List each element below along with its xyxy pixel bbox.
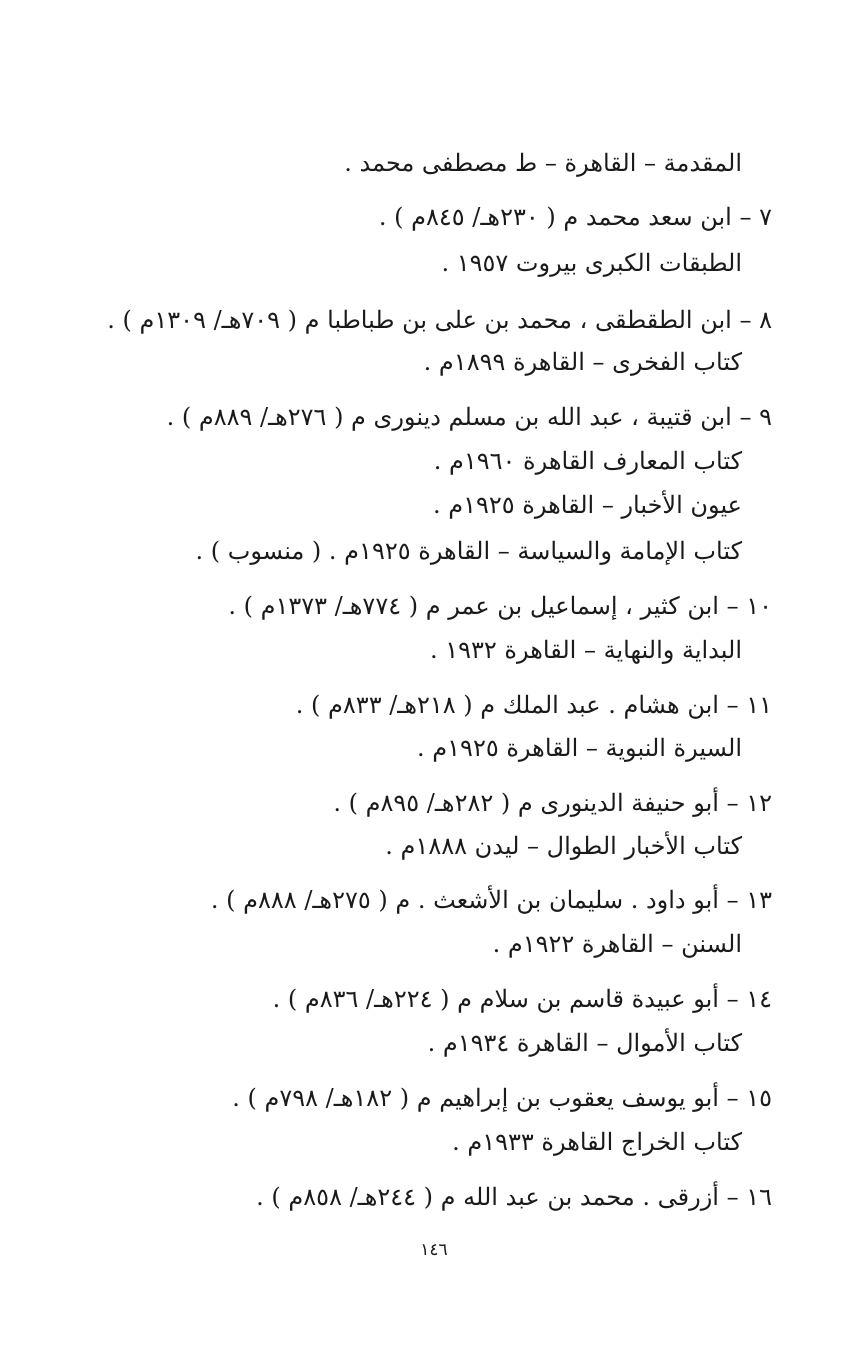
- reference-line: كتاب الأموال – القاهرة ١٩٣٤م .: [427, 1029, 742, 1057]
- reference-entry-16: ١٦ – أزرقى . محمد بن عبد الله م ( ٢٤٤هـ/ ٨٥٨م ) .: [256, 1183, 772, 1211]
- reference-entry-7: ٧ – ابن سعد محمد م ( ٢٣٠هـ/ ٨٤٥م ) .: [378, 203, 772, 231]
- reference-line: كتاب المعارف القاهرة ١٩٦٠م .: [433, 447, 742, 475]
- reference-line: البداية والنهاية – القاهرة ١٩٣٢ .: [429, 636, 742, 664]
- page-number: ١٤٦: [420, 1240, 448, 1260]
- reference-line: كتاب الفخرى – القاهرة ١٨٩٩م .: [423, 348, 742, 376]
- reference-line: عيون الأخبار – القاهرة ١٩٢٥م .: [432, 491, 742, 519]
- reference-line: كتاب الأخبار الطوال – ليدن ١٨٨٨م .: [385, 832, 742, 860]
- reference-line: الطبقات الكبرى بيروت ١٩٥٧ .: [441, 249, 742, 277]
- reference-entry-13: ١٣ – أبو داود . سليمان بن الأشعث . م ( ٢٧٥هـ/ ٨٨٨م ) .: [210, 886, 772, 914]
- reference-line: كتاب الخراج القاهرة ١٩٣٣م .: [452, 1128, 742, 1156]
- reference-entry-15: ١٥ – أبو يوسف يعقوب بن إبراهيم م ( ١٨٢هـ/ ٧٩٨م ) .: [232, 1084, 772, 1112]
- reference-entry-9: ٩ – ابن قتيبة ، عبد الله بن مسلم دينورى م ( ٢٧٦هـ/ ٨٨٩م ) .: [166, 403, 772, 431]
- reference-line: السنن – القاهرة ١٩٢٢م .: [492, 930, 742, 958]
- reference-entry-14: ١٤ – أبو عبيدة قاسم بن سلام م ( ٢٢٤هـ/ ٨٣٦م ) .: [272, 985, 772, 1013]
- reference-entry-12: ١٢ – أبو حنيفة الدينورى م ( ٢٨٢هـ/ ٨٩٥م ) .: [333, 789, 772, 817]
- reference-line: المقدمة – القاهرة – ط مصطفى محمد .: [344, 149, 742, 177]
- reference-entry-10: ١٠ – ابن كثير ، إسماعيل بن عمر م ( ٧٧٤هـ/ ١٣٧٣م ) .: [228, 592, 772, 620]
- reference-entry-11: ١١ – ابن هشام . عبد الملك م ( ٢١٨هـ/ ٨٣٣م ) .: [295, 691, 772, 719]
- reference-entry-8: ٨ – ابن الطقطقى ، محمد بن على بن طباطبا م ( ٧٠٩هـ/ ١٣٠٩م ) .: [107, 306, 772, 334]
- reference-line: السيرة النبوية – القاهرة ١٩٢٥م .: [417, 734, 742, 762]
- reference-line: كتاب الإمامة والسياسة – القاهرة ١٩٢٥م . ( منسوب ) .: [195, 537, 742, 565]
